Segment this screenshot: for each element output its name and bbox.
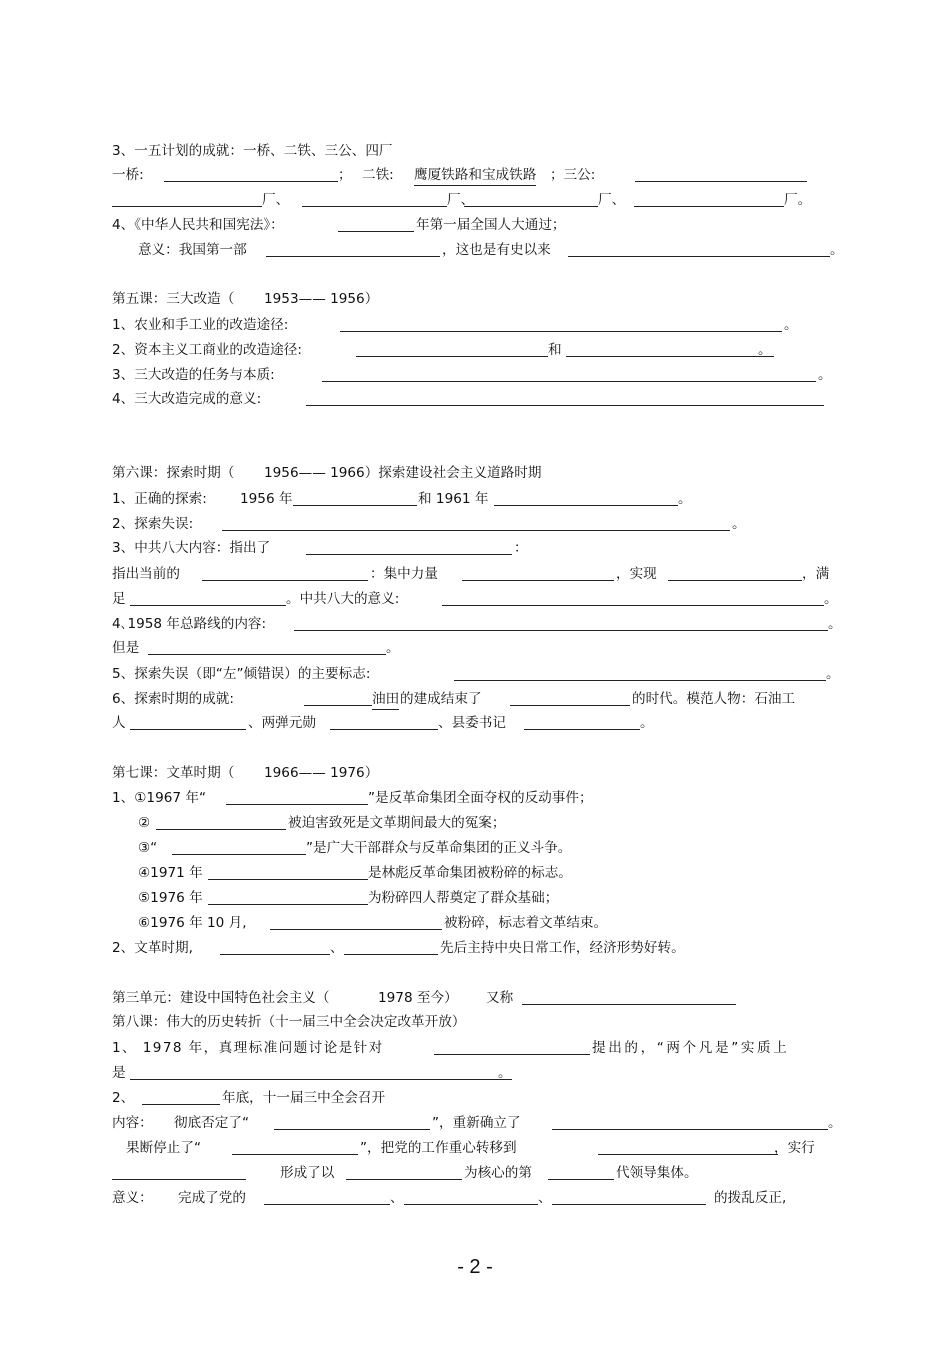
blank[interactable] [552, 1188, 706, 1205]
text: 。 [732, 516, 746, 532]
line-constitution [112, 215, 838, 235]
blank[interactable] [548, 1163, 614, 1180]
text: 厂、 [447, 192, 475, 208]
text: 油田 [372, 689, 399, 710]
line-s8-q2 [112, 1088, 838, 1108]
line-s7-q2 [112, 938, 838, 958]
blank[interactable] [462, 564, 614, 581]
blank[interactable] [274, 1113, 430, 1130]
blank[interactable] [232, 1138, 358, 1155]
text: 、两弹元勋 [248, 715, 316, 731]
text: 5、探索失误（即“左”倾错误）的主要标志: [112, 666, 371, 682]
line-s6-q1 [112, 489, 838, 509]
blank[interactable] [568, 240, 830, 257]
text: 果断停止了“ [126, 1140, 202, 1156]
line-s6-q6-cont [112, 713, 838, 733]
blank[interactable] [130, 589, 286, 606]
line-s6-q3 [112, 538, 838, 558]
text: 第七课：文革时期（ [112, 765, 235, 781]
text: 3、中共八大内容：指出了 [112, 540, 271, 556]
line-s6-q4-but [112, 638, 838, 658]
text: 、 [538, 1190, 552, 1206]
line-s6-q3-cont2 [112, 589, 838, 609]
blank[interactable] [434, 1038, 590, 1055]
blank[interactable] [208, 863, 368, 880]
blank[interactable] [330, 713, 438, 730]
line-s7-i6 [112, 913, 838, 933]
blank[interactable] [130, 713, 246, 730]
text: 2、资本主义工商业的改造途径: [112, 342, 302, 358]
punct: ； [338, 167, 352, 183]
text: 的建成结束了 [400, 691, 482, 707]
text: ，这也是有史以来 [442, 242, 551, 258]
blank[interactable] [294, 614, 828, 631]
text: 厂、 [598, 192, 626, 208]
line-s7-i3 [112, 838, 838, 858]
blank[interactable] [112, 190, 262, 207]
text: 意义： [112, 1190, 153, 1206]
lesson5-title [112, 289, 838, 309]
blank[interactable] [344, 938, 438, 955]
text: 又称 [486, 990, 514, 1006]
text: 1、①1967 年“ [112, 790, 206, 806]
line-factories [112, 190, 838, 210]
line-s7-i1 [112, 788, 838, 808]
blank[interactable] [202, 564, 368, 581]
blank[interactable] [164, 165, 338, 182]
text: 1956 年 [240, 491, 293, 507]
text: 第六课：探索时期（ [112, 465, 235, 481]
line-constitution-meaning [112, 240, 844, 260]
line-s8-stop [112, 1138, 838, 1158]
text: 2、文革时期, [112, 940, 193, 956]
blank[interactable] [338, 215, 414, 232]
text: 年第一届全国人大通过； [416, 217, 566, 233]
text: 。 [386, 640, 400, 656]
blank[interactable] [340, 315, 782, 332]
text: 为粉碎四人帮奠定了群众基础； [368, 890, 559, 906]
text: ② [138, 815, 151, 831]
line-s6-q4 [112, 614, 842, 634]
blank[interactable] [148, 638, 386, 655]
blank[interactable] [130, 1063, 512, 1080]
line-s8-q1-cont [112, 1063, 838, 1083]
text: 。中共八大的意义: [286, 591, 400, 607]
line-s8-meaning [112, 1188, 838, 1208]
text: 彻底否定了“ [174, 1115, 250, 1131]
blank[interactable] [635, 165, 807, 182]
text: 是 [112, 1065, 126, 1081]
text: 1978 至今） [378, 990, 458, 1006]
blank[interactable] [552, 1113, 828, 1130]
text: 。 [784, 317, 798, 333]
text: 、 [330, 940, 344, 956]
blank[interactable] [566, 340, 774, 357]
text: 内容： [112, 1115, 153, 1131]
text: ”是广大干部群众与反革命集团的正义斗争。 [306, 840, 572, 856]
line-s6-q3-cont1 [112, 564, 838, 584]
text: 1953—— 1956） [264, 291, 379, 307]
line-s8-content [112, 1113, 842, 1133]
text: 厂。 [784, 192, 812, 208]
line-s6-q5 [112, 664, 838, 684]
text: ，满 [802, 566, 830, 582]
blank[interactable] [668, 564, 802, 581]
text: 2、探索失误: [112, 516, 194, 532]
blank[interactable] [404, 1188, 538, 1205]
text: 4、三大改造完成的意义: [112, 391, 262, 407]
blank[interactable] [264, 1188, 390, 1205]
text: 足 [112, 591, 126, 607]
line-s5-q2 [112, 340, 838, 360]
blank[interactable] [598, 1138, 778, 1155]
text: 第三单元：建设中国特色社会主义（ [112, 990, 330, 1006]
text: ⑤1976 年 [138, 890, 203, 906]
text: 1966—— 1976） [264, 765, 379, 781]
blank[interactable] [356, 340, 548, 357]
text: ⑥1976 年 10 月, [138, 915, 247, 931]
line-bridge-railways [112, 165, 838, 185]
text: 1、农业和手工业的改造途径: [112, 317, 289, 333]
blank[interactable] [222, 514, 730, 531]
blank[interactable] [306, 538, 512, 555]
text: 4、《中华人民共和国宪法》： [112, 217, 284, 233]
text: 意义：我国第一部 [138, 242, 247, 258]
blank[interactable] [510, 689, 630, 706]
text: ：集中力量 [370, 566, 438, 582]
lesson8-title [112, 1012, 838, 1032]
text: 。 [828, 616, 842, 632]
text: ： [514, 540, 528, 556]
blank[interactable] [270, 913, 442, 930]
text: ，实现 [616, 566, 657, 582]
text: 第五课：三大改造（ [112, 291, 235, 307]
line-s7-i2 [112, 813, 838, 833]
text: ”，重新确立了 [432, 1115, 521, 1131]
line-s6-q2 [112, 514, 838, 534]
text: 年底，十一届三中全会召开 [222, 1090, 386, 1106]
line-s7-i4 [112, 863, 838, 883]
line-s5-q1 [112, 315, 838, 335]
text: 提出的，“两个凡是”实质上 [592, 1040, 790, 1056]
text: 。 [758, 342, 772, 358]
blank[interactable] [494, 489, 678, 506]
blank[interactable] [442, 589, 824, 606]
text: 和 [548, 342, 562, 358]
line-s6-q6 [112, 689, 838, 709]
text: 1956—— 1966）探索建设社会主义道路时期 [264, 465, 542, 481]
blank[interactable] [464, 190, 598, 207]
text: ④1971 年 [138, 865, 203, 881]
filled-answer: 鹰厦铁路和宝成铁路 [414, 165, 536, 186]
blank[interactable] [522, 988, 736, 1005]
text: 、 [390, 1190, 404, 1206]
label: 二铁: [362, 167, 394, 183]
text: 指出当前的 [112, 566, 180, 582]
unit3-title [112, 988, 838, 1008]
label: 一桥: [112, 167, 144, 183]
page-number: - 2 - [457, 1256, 493, 1278]
blank[interactable] [304, 689, 372, 706]
blank[interactable] [524, 713, 640, 730]
lesson6-title [112, 463, 838, 483]
line-s8-leadership [112, 1163, 838, 1183]
text: 。 [818, 367, 832, 383]
text: 。 [826, 666, 840, 682]
blank[interactable] [208, 888, 368, 905]
text: 第八课：伟大的历史转折（十一届三中全会决定改革开放） [112, 1014, 466, 1030]
blank[interactable] [266, 240, 440, 257]
text: 形成了以 [280, 1165, 335, 1181]
text: 1、正确的探索: [112, 491, 207, 507]
text: 和 1961 年 [418, 491, 489, 507]
text: 是林彪反革命集团被粉碎的标志。 [368, 865, 572, 881]
text: 被迫害致死是文革期间最大的冤案； [288, 815, 506, 831]
text: 。 [498, 1065, 512, 1081]
blank[interactable] [302, 190, 447, 207]
lesson7-title [112, 763, 838, 783]
text: 4､1958 年总路线的内容: [112, 616, 267, 632]
text: 。 [830, 242, 844, 258]
blank[interactable] [226, 788, 368, 805]
blank[interactable] [293, 489, 417, 506]
text: ，实行 [774, 1140, 815, 1156]
text: 。 [828, 1115, 842, 1131]
blank[interactable] [454, 664, 826, 681]
text: 被粉碎，标志着文革结束。 [444, 915, 608, 931]
blank[interactable] [220, 938, 330, 955]
text: ”是反革命集团全面夺权的反动事件； [368, 790, 593, 806]
line-s5-q3 [112, 365, 838, 385]
text: 厂、 [262, 192, 290, 208]
line-plan-achievements [112, 141, 838, 161]
text: 1、 1978 年，真理标准问题讨论是针对 [112, 1040, 384, 1056]
text: 3、三大改造的任务与本质: [112, 367, 275, 383]
text: ③“ [138, 840, 158, 856]
blank[interactable] [306, 389, 824, 406]
blank[interactable] [172, 838, 306, 855]
text: 2、 [112, 1090, 135, 1106]
blank[interactable] [112, 1163, 246, 1180]
text: 人 [112, 715, 126, 731]
line-s8-q1 [112, 1038, 838, 1058]
blank[interactable] [156, 813, 286, 830]
blank[interactable] [142, 1088, 220, 1105]
text: 。 [678, 491, 692, 507]
text: 先后主持中央日常工作，经济形势好转。 [440, 940, 685, 956]
text: 6、探索时期的成就: [112, 691, 234, 707]
text: 代领导集体。 [616, 1165, 698, 1181]
blank[interactable] [322, 365, 816, 382]
text: 但是 [112, 640, 140, 656]
text: 的拨乱反正, [714, 1190, 787, 1206]
blank[interactable] [346, 1163, 462, 1180]
line-s7-i5 [112, 888, 838, 908]
text: 。 [824, 591, 838, 607]
line-s5-q4 [112, 389, 838, 409]
text: ”，把党的工作重心转移到 [360, 1140, 517, 1156]
text: 。 [640, 715, 654, 731]
blank[interactable] [634, 190, 784, 207]
label: ；三公: [550, 167, 596, 183]
text: 为核心的第 [464, 1165, 532, 1181]
text: 完成了党的 [178, 1190, 246, 1206]
text: 3、一五计划的成就：一桥、二铁、三公、四厂 [112, 143, 393, 159]
text: 的时代。模范人物：石油工 [632, 691, 796, 707]
text: 、县委书记 [438, 715, 506, 731]
